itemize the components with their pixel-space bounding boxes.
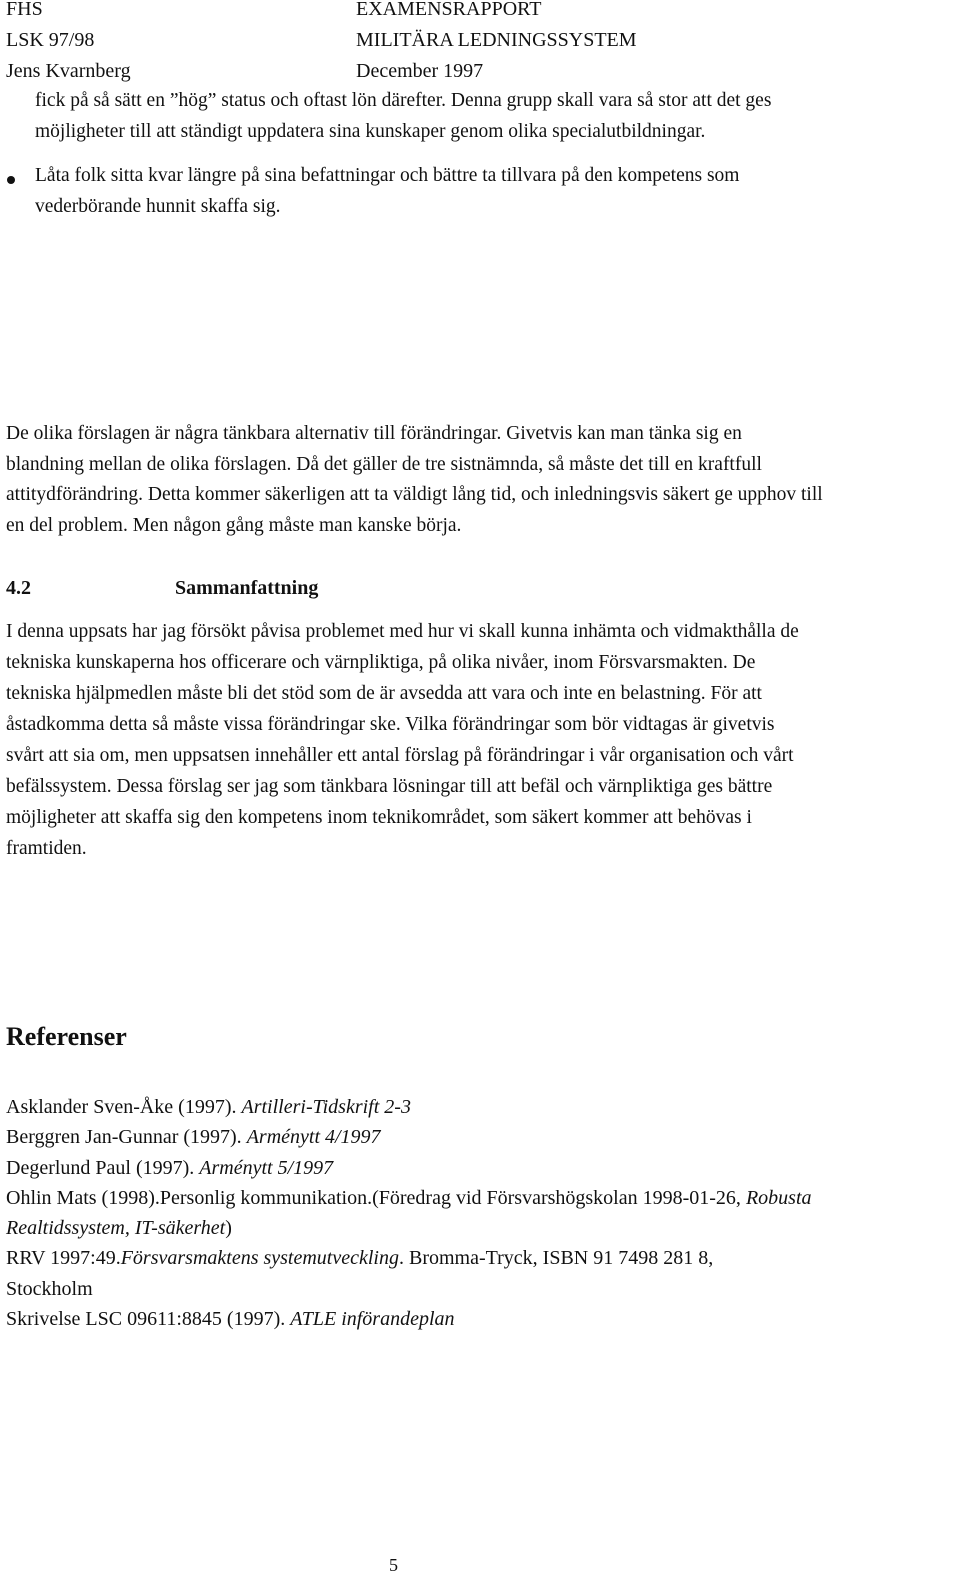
reference-entry-continued: Stockholm: [6, 1277, 93, 1300]
text-line: fick på så sätt en ”hög” status och oftast lön därefter. Denna grupp skall vara så stor att det ges: [35, 90, 772, 111]
text-line: tekniska hjälpmedlen måste bli det stöd som de är avsedda att vara och inte en belastning. För att: [6, 683, 762, 704]
text-line: åstadkomma detta så måste vissa förändringar ske. Vilka förändringar som bör vidtagas är givetvis: [6, 714, 775, 735]
reference-entry: Degerlund Paul (1997). Arménytt 5/1997: [6, 1156, 334, 1179]
reference-entry: Skrivelse LSC 09611:8845 (1997). ATLE införandeplan: [6, 1308, 455, 1331]
text-line: Låta folk sitta kvar längre på sina befattningar och bättre ta tillvara på den kompetens som: [35, 165, 740, 186]
header-school: FHS: [6, 0, 43, 20]
section-title: Sammanfattning: [175, 577, 319, 599]
section-body: [6, 616, 799, 864]
page-number: 5: [389, 1555, 398, 1575]
section-number: 4.2: [6, 577, 31, 599]
references-list: [6, 1092, 812, 1334]
reference-entry: Asklander Sven-Åke (1997). Artilleri-Tidskrift 2-3: [6, 1096, 411, 1118]
text-line: möjligheter till att ständigt uppdatera sina kunskaper genom olika specialutbildningar.: [35, 121, 706, 142]
continued-list-item: [35, 85, 771, 147]
text-line: De olika förslagen är några tänkbara alternativ till förändringar. Givetvis kan man tänka sig en: [6, 423, 742, 444]
header-date: December 1997: [356, 60, 484, 82]
text-line: befälssystem. Dessa förslag ser jag som tänkbara lösningar till att befäl och värnpliktiga ges bättre: [6, 776, 773, 797]
text-line: tekniska kunskaperna hos officerare och värnpliktiga, på olika nivåer, inom Försvarsmakten. De: [6, 652, 756, 673]
bullet-icon: [7, 176, 15, 184]
text-line: attitydförändring. Detta kommer säkerligen att ta väldigt lång tid, och inledningsvis säkert ge upphov till: [6, 484, 823, 505]
header-course: LSK 97/98: [6, 29, 95, 51]
reference-entry: Berggren Jan-Gunnar (1997). Arménytt 4/1997: [6, 1126, 381, 1149]
reference-entry-continued: Realtidssystem, IT-säkerhet): [6, 1217, 232, 1240]
text-line: vederbörande hunnit skaffa sig.: [35, 196, 281, 217]
header-right: [356, 0, 637, 87]
reference-entry: RRV 1997:49.Försvarsmaktens systemutveckling. Bromma-Tryck, ISBN 91 7498 281 8,: [6, 1247, 714, 1270]
paragraph: [6, 419, 823, 541]
header-author: Jens Kvarnberg: [6, 60, 131, 82]
text-line: framtiden.: [6, 838, 87, 859]
text-line: blandning mellan de olika förslagen. Då det gäller de tre sistnämnda, så måste det till en kraftfull: [6, 453, 762, 475]
text-line: möjligheter att skaffa sig den kompetens inom teknikområdet, som säkert kommer att behövas i: [6, 807, 752, 828]
text-line: svårt att sia om, men uppsatsen innehåller ett antal förslag på förändringar i vår organisation och vårt: [6, 745, 794, 766]
header-report-type: EXAMENSRAPPORT: [356, 0, 542, 20]
bullet-list-item: [35, 160, 739, 222]
header-left: [6, 0, 131, 87]
text-line: en del problem. Men någon gång måste man kanske börja.: [6, 514, 462, 536]
text-line: I denna uppsats har jag försökt påvisa problemet med hur vi skall kunna inhämta och vidmakthålla de: [6, 621, 799, 642]
reference-entry: Ohlin Mats (1998).Personlig kommunikation.(Föredrag vid Försvarshögskolan 1998-01-26, Robusta: [6, 1186, 812, 1209]
references-heading: Referenser: [6, 1022, 127, 1051]
header-subject: MILITÄRA LEDNINGSSYSTEM: [356, 29, 637, 51]
